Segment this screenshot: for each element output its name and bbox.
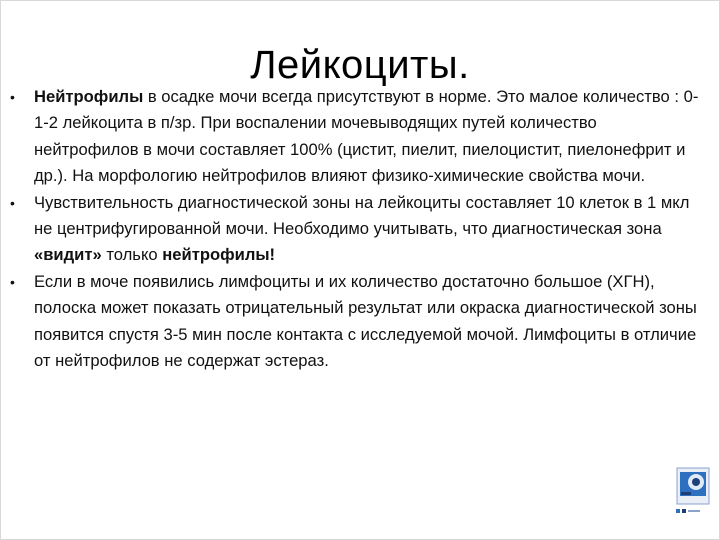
bullet-item-lymphocytes: [10, 269, 700, 375]
bullet-text: Если в моче появились лимфоциты и их количество достаточно большое (ХГН), полоска может показать отрицательный результат или окраска диагностической зоны появится спустя 3-5 мин после контакта с исследуемой мочой. Лимфоциты в отличие от нейтрофилов не содержат эстераз.: [34, 271, 697, 371]
bullet-item-neutrophils: [10, 84, 700, 190]
bullet-marker: •: [10, 89, 15, 105]
bullet-marker: •: [10, 273, 15, 290]
bullet-item-sensitivity: [10, 190, 700, 269]
bold-term-sees: «видит»: [34, 245, 102, 265]
bullet-text: Чувствительность диагностической зоны на лейкоциты составляет 10 клеток в 1 мкл не центрифугированной мочи. Необходимо учитывать, что диагностическая зона: [34, 192, 690, 239]
bullet-marker: •: [10, 194, 15, 211]
bold-term-neutrophils-exclaim: нейтрофилы!: [162, 245, 276, 265]
slide-title: Лейкоциты.: [250, 42, 470, 87]
bullet-text: только: [101, 245, 163, 265]
bullet-text: в осадке мочи всегда присутствуют в норме. Это малое количество : 0-1-2 лейкоцита в п/зр. При воспалении мочевыводящих путей количество нейтрофилов в мочи составляет 100% (цистит, пиелит, пиелоцистит, пиелонефрит и др.). На морфологию нейтрофилов влияют физико-химические свойства мочи.: [34, 87, 699, 186]
bullet-list: [10, 84, 700, 374]
publisher-logo-icon: [674, 462, 714, 520]
bold-term-neutrophils: Нейтрофилы: [34, 87, 144, 106]
